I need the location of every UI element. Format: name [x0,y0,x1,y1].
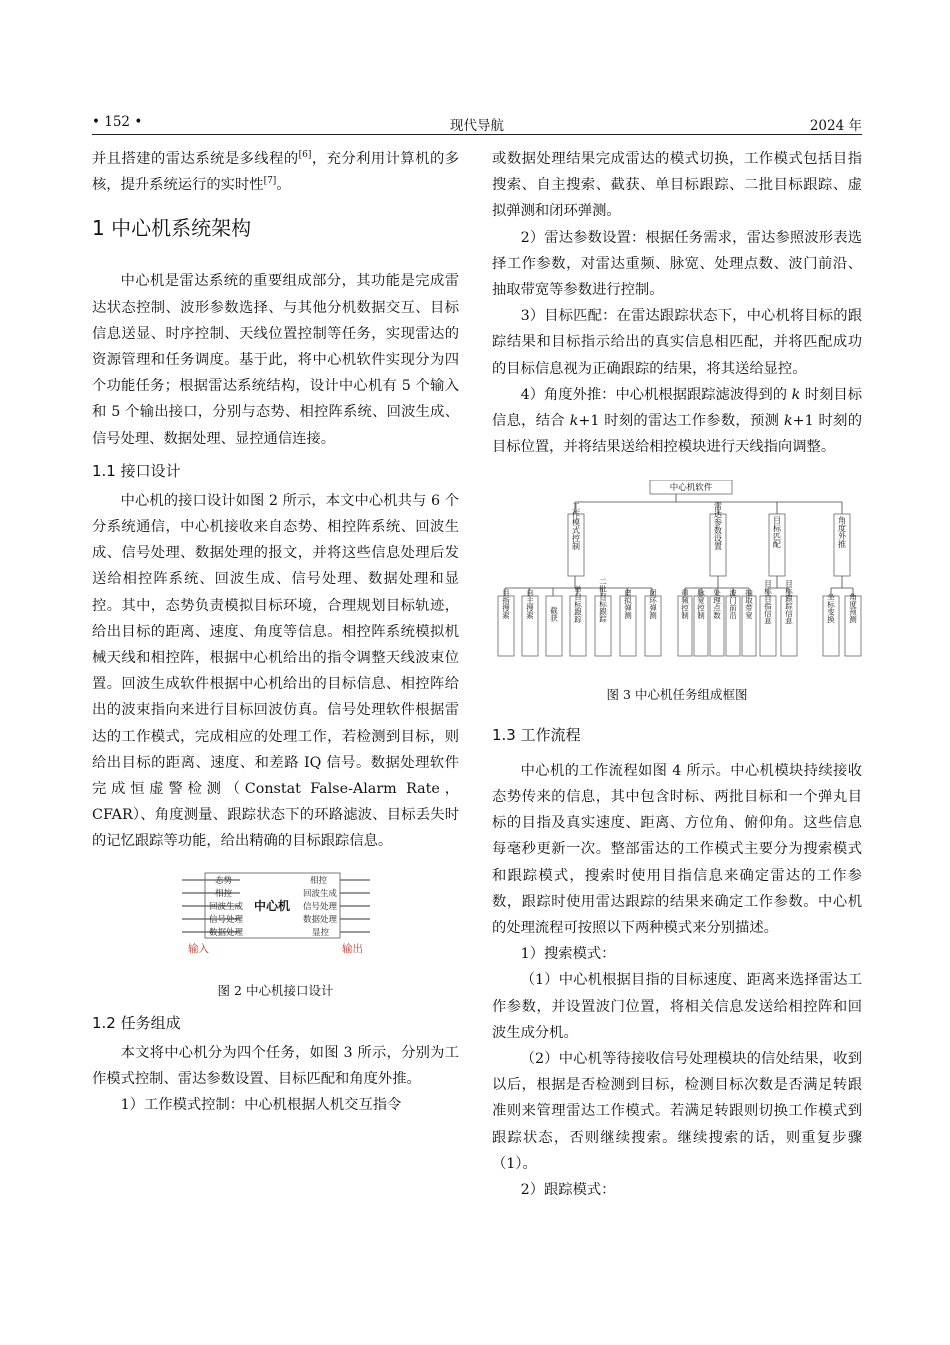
fig2-input-label: 相控 [215,888,233,899]
paragraph: 本文将中心机分为四个任务，如图 3 所示，分别为工作模式控制、雷达参数设置、目标匹配和角度外推。 [92,1045,459,1088]
fig3-leaf: 重频控制 [680,589,690,620]
fig3-leaf: 二批目标跟踪 [598,577,608,623]
fig3-leaf: 单目标跟踪 [573,585,583,624]
paragraph: 2）跟踪模式： [520,1182,616,1199]
paragraph: 或数据处理结果完成雷达的模式切换，工作模式包括目指搜索、自主搜索、截获、单目标跟踪、二批目标跟踪、虚拟弹测和闭环弹测。 [492,151,862,220]
fig2-output-label: 回波生成 [303,888,338,899]
figure-3 [492,480,862,707]
journal-name: 现代导航 [450,118,504,134]
year: 2024 年 [809,118,862,134]
fig3-leaf: 目标目指信息 [763,579,773,625]
fig2-input-tag: 输入 [188,942,209,955]
fig2-input-label: 回波生成 [209,901,244,912]
fig2-output-label: 数据处理 [303,914,338,925]
fig3-leaf: 虚拟弹测 [623,589,633,620]
fig2-input-label: 态势 [215,875,233,886]
fig3-branch: 雷达参数设置 [713,502,723,551]
paragraph: （2）中心机等待接收信号处理模块的信处结果，收到以后，根据是否检测到目标，检测目标次数是否满足转跟准则来管理雷达工作模式。若满足转跟则切换工作模式到跟踪状态，否则继续搜索。继续搜索的话，则重复步骤（1）。 [492,1051,862,1172]
fig3-leaf: 波门前沿 [728,589,738,620]
page-number: • 152 • [92,114,143,130]
paragraph: 中心机的接口设计如图 2 所示，本文中心机共与 6 个分系统通信，中心机接收来自态势、相控阵系统、回波生成、信号处理、数据处理的报文，并将这些信息处理后发送给相控阵系统、回波生成、信号处理、数据处理和显控。其中，态势负责模拟目标环境，合理规划目标轨迹，给出目标的距离、速度、角度等信息。相控阵系统模拟机械天线和相控阵，根据中心机给出的指令调整天线波束位置。回波生成软件根据中心机给出的目标信息、相控阵给出的波束指向来进行目标回波仿真。信号处理软件根据雷达的工作模式，完成相应的处理工作，若检测到目标，则给出目标的距离、速度、和差路 IQ 信号。数据处理软件完成恒虚警检测（Constat False-Alarm Rate，CFAR）、角度测量、跟踪状态下的环路滤波、目标丢失时的记忆跟踪等功能，给出精确的目标跟踪信息。 [92,492,459,850]
paragraph: 1）搜索模式： [520,946,616,963]
fig2-input-label: 数据处理 [209,927,244,938]
subsection-heading: 1.2 任务组成 [92,1014,181,1033]
page-header [92,114,862,134]
fig3-root: 中心机软件 [669,483,713,494]
fig3-leaf: 处理点数 [712,589,722,620]
fig2-input-label: 信号处理 [209,914,244,925]
fig3-leaf: 坐标变换 [826,593,836,624]
header-rule [92,134,862,135]
fig3-leaf: 截获 [549,606,559,622]
fig3-leaf: 目指搜索 [501,589,511,620]
section-heading: 1 中心机系统架构 [92,216,252,241]
fig3-leaf: 闭环弹测 [648,589,658,620]
paragraph: 1）工作模式控制：中心机根据人机交互指令 [120,1097,402,1114]
fig2-center-label: 中心机 [254,898,291,913]
paragraph: 中心机的工作流程如图 4 所示。中心机模块持续接收态势传来的信息，其中包含时标、两批目标和一个弹丸目标的目指及真实速度、距离、方位角、俯仰角。这些信息每毫秒更新一次。整部雷达的工作模式主要分为搜索模式和跟踪模式，搜索时使用目指信息来确定雷达的工作参数，跟踪时使用雷达跟踪的结果来确定工作参数。中心机的处理流程可按照以下两种模式来分别描述。 [492,762,862,937]
citation[interactable]: [6] [298,150,312,161]
paragraph: （1）中心机根据目指的目标速度、距离来选择雷达工作参数，并设置波门位置，将相关信息发送给相控阵和回波生成分机。 [492,972,862,1041]
interface-diagram [92,869,459,959]
citation[interactable]: [7] [263,176,277,187]
fig3-branch: 工作模式控制 [571,502,581,551]
figure-caption: 图 3 中心机任务组成框图 [606,686,748,702]
fig2-output-label: 信号处理 [303,901,338,912]
fig3-leaf: 自主搜索 [525,589,535,620]
subsection-heading: 1.3 工作流程 [492,725,581,744]
paragraph: 4）角度外推：中心机根据跟踪滤波得到的 k 时刻目标信息，结合 k+1 时刻的雷达工作参数，预测 k+1 时刻的目标位置，并将结果送给相控模块进行天线指向调整。 [492,386,863,456]
subsection-heading: 1.1 接口设计 [92,461,181,480]
fig2-output-label: 相控 [310,875,328,886]
fig3-leaf: 抽取带宽 [744,589,754,620]
paragraph: 并且搭建的雷达系统是多线程的[6]，充分利用计算机的多核，提升系统运行的实时性[7]。 [92,150,460,194]
task-diagram [492,480,862,670]
figure-2 [92,869,459,1004]
left-column [92,146,459,1119]
paragraph: 3）目标匹配：在雷达跟踪状态下，中心机将目标的跟踪结果和目标指示给出的真实信息相匹配，并将匹配成功的目标信息视为正确跟踪的结果，将其送给显控。 [492,308,862,377]
paragraph: 中心机是雷达系统的重要组成部分，其功能是完成雷达状态控制、波形参数选择、与其他分机数据交互、目标信息送显、时序控制、天线位置控制等任务，实现雷达的资源管理和任务调度。基于此，将中心机软件实现分为四个功能任务；根据雷达系统结构，设计中心机有 5 个输入和 5 个输出接口，分别与态势、相控阵系统、回波生成、信号处理、数据处理、显控通信连接。 [92,273,459,447]
fig3-leaf: 目标跟踪信息 [784,579,794,625]
paragraph: 2）雷达参数设置：根据任务需求，雷达参照波形表选择工作参数，对雷达重频、脉宽、处理点数、波门前沿、抽取带宽等参数进行控制。 [492,229,862,299]
right-column [492,146,862,1203]
fig3-branch: 角度外推 [837,516,847,549]
fig3-leaf: 角度预测 [848,593,858,624]
fig3-leaf: 脉宽控制 [696,589,706,620]
figure-caption: 图 2 中心机接口设计 [217,982,334,998]
fig2-output-tag: 输出 [342,942,363,955]
fig3-branch: 目标匹配 [772,516,782,549]
fig2-output-label: 显控 [312,927,330,938]
